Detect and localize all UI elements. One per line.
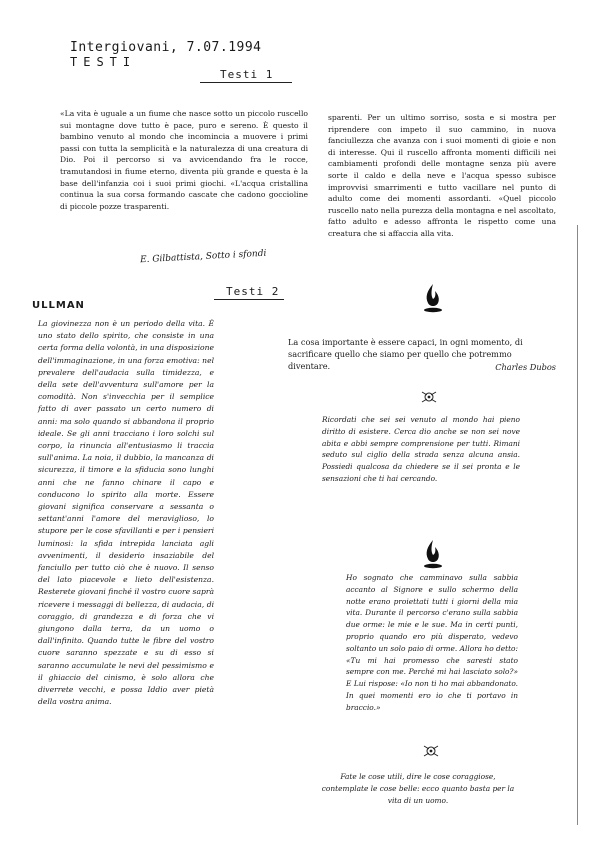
testi2-closing-text: Fate le cose utili, dire le cose coraggiose, contemplate le cose belle: ecco quanto basta per la vita di un uomo. <box>321 772 515 805</box>
page-margin-line <box>577 225 578 825</box>
flame-icon <box>420 282 446 316</box>
ullman-label: ULLMAN <box>32 300 85 311</box>
testi1-right-column <box>328 112 556 240</box>
ornament-icon <box>418 386 440 408</box>
header-testi-label: TESTI <box>70 55 137 69</box>
testi2-left-column <box>38 318 214 709</box>
section-title-testi-1: Testi 1 <box>220 68 274 81</box>
ornament-icon <box>420 740 442 762</box>
testi2-mid-text: Ricordati che sei sei venuto al mondo hai pieno diritto di esistere. Cerca dio anche se non sei nove abita e abbi sempre comprensione per tutti. Rimani seduto sul ciglio della strada senza alcuna ansia. Possiedi qualcosa da chiedere se il sei pronta e le sensazioni che ti hai cercando. <box>322 415 520 483</box>
handwritten-signature: E. Gilbattista, Sotto i sfondi <box>139 248 267 266</box>
testi2-footprints-text: Ho sognato che camminavo sulla sabbia accanto al Signore e sullo schermo della notte erano proiettati tutti i giorni della mia vita. Durante il percorso c'erano sulla sabbia due orme: le mie e le sue. Ma in certi punti, proprio quando ero più disperato, vedevo soltanto un solo paio di orme. Allora ho detto: «Tu mi hai promesso che saresti stato sempre con me. Perché mi hai lasciato solo?» E Lui rispose: «Io non ti ho mai abbandonato. In quei momenti ero io che ti portavo in braccio.» <box>346 573 518 712</box>
section-title-underline <box>200 82 292 83</box>
section-title-testi-2: Testi 2 <box>226 285 280 298</box>
testi1-left-column <box>60 108 308 212</box>
testi2-left-text: La giovinezza non è un periodo della vita. È uno stato dello spirito, che consiste in una certa forma della volontà, in una disposizione dell'immaginazione, in una forza emotiva: nel prevalere dell'audacia sulla timidezza, e della sete dell'avventura sull'amore per la comodità. Non s'invecchia per il semplice fatto di aver passato un certo numero di anni: ma solo quando si abbandona il proprio ideale. Se gli anni tracciano i loro solchi sul corpo, la rinuncia all'entusiasmo li traccia sull'anima. La noia, il dubbio, la mancanza di sicurezza, il timore e la sfiducia sono lunghi anni che ne fanno chinare il capo e conducono lo spirito alla morte. Essere giovani significa conservare a sessanta o settant'anni l'amore del meraviglioso, lo stupore per le cose sfavillanti e per i pensieri luminosi: la sfida intrepida lanciata agli avvenimenti, il desiderio insaziabile del fanciullo per tutto ciò che è nuovo. Il senso del lato piacevole e lieto dell'esistenza. Resterete giovani finché il vostro cuore saprà ricevere i messaggi di bellezza, di audacia, di coraggio, di grandezza e di forza che vi giungono dalla terra, da un uomo o dall'infinito. Quando tutte le fibre del vostro cuore saranno spezzate e su di esso si saranno accumulate le nevi del pessimismo e il ghiaccio del cinismo, è solo allora che diverrete vecchi, e possa Iddio aver pietà della vostra anima. <box>38 319 214 707</box>
flame-icon <box>420 538 446 572</box>
header-date-line: Intergiovani, 7.07.1994 <box>70 40 262 55</box>
section-title-underline <box>214 299 284 300</box>
testi1-right-text: sparenti. Per un ultimo sorriso, sosta e si mostra per riprendere con impeto il suo cammino, in nuova fanciullezza che avanza con i suoi momenti di gioie e non di interesse. Qui il ruscello affronta momenti difficili nei cambiamenti profondi delle montagne senza più avere sorte il caldo e della neve e l'acqua spesso subisce improvvisi smarrimenti e tutto vacillare nel punto di adulto come dei momenti assordanti. «Quel piccolo ruscello nato nella purezza della montagna e nel ascoltato, fatto adulto e adesso affronta le rispetto come una creatura che si affaccia alla vita. <box>328 113 556 238</box>
quote-text: La cosa importante è essere capaci, in ogni momento, di sacrificare quello che siamo per quello che potremmo diventare. <box>288 337 523 371</box>
quote-author: Charles Dubos <box>495 362 556 372</box>
testi1-left-text: «La vita è uguale a un fiume che nasce sotto un piccolo ruscello sui montagne dove tutto è pace, puro e sereno. È questo il bambino venuto al mondo che incomincia a muovere i primi passi con tutta la semplicità e la naturalezza di una creatura di Dio. Poi il percorso si va avvicendando fra le rocce, tramutandosi in fiume eterno, diventa più grande e questa è la base dell'infanzia coi i suoi primi giochi. «L'acqua cristallina continua la sua corsa formando cascate che cadono goccioline di piccole pozze trasparenti. <box>60 109 308 211</box>
